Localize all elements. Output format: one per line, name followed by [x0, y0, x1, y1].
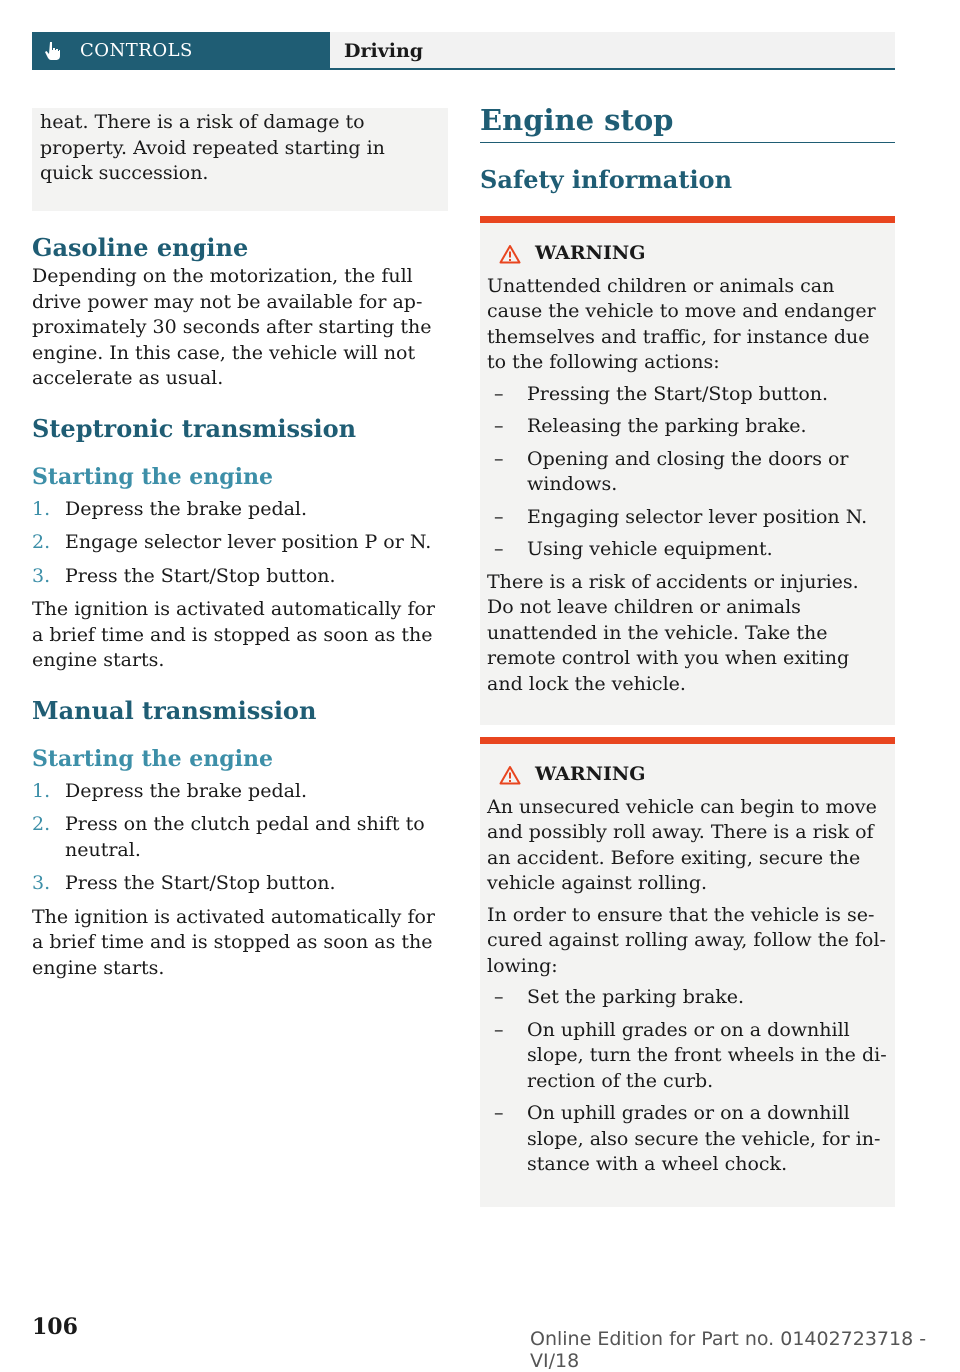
gasoline-engine-text: Depending on the motorization, the full drive power may not be available for approximately 30 seconds after starting the engine. In this case, the vehicle will not accelerate as usual.	[32, 265, 432, 389]
intro-text: heat. There is a risk of damage to property. Avoid repeated starting in quick succession.	[40, 111, 385, 184]
right-column	[480, 103, 895, 1207]
hand-pointer-icon	[44, 41, 62, 61]
chapter-bar	[330, 32, 895, 70]
warning-text: In order to ensure that the vehicle is secured against rolling away, follow the following:	[487, 903, 886, 977]
edition-footer: Online Edition for Part no. 01402723718 - VI/18	[530, 1328, 927, 1372]
list-item: – Opening and closing the doors or windows.	[494, 447, 849, 495]
list-item: 1. Depress the brake pedal.	[32, 497, 308, 520]
warning-box	[480, 737, 895, 1207]
list-item: – On uphill grades or on a downhill slope, also secure the vehicle, for instance with a wheel chock.	[494, 1102, 881, 1175]
list-item: 3. Press the Start/Stop button.	[32, 872, 336, 894]
warning-box	[480, 216, 895, 725]
list-item: 2. Press on the clutch pedal and shift to neutral.	[32, 813, 425, 861]
gasoline-engine-heading: Gasoline engine	[32, 232, 249, 262]
list-item: – On uphill grades or on a downhill slope, turn the front wheels in the direction of the curb.	[494, 1018, 887, 1092]
warning-header	[487, 762, 889, 788]
warning-triangle-icon	[499, 244, 521, 264]
section-title: CONTROLS	[80, 40, 193, 61]
warning-text: An unsecured vehicle can begin to move and possibly roll away. There is a risk of an accident. Before exiting, secure the vehicle against rolling.	[487, 795, 877, 894]
page-header	[32, 32, 895, 70]
warning-header	[487, 241, 889, 267]
manual-heading: Manual transmission	[32, 695, 317, 725]
warning-list	[487, 985, 889, 1178]
steptronic-steps	[32, 497, 448, 590]
steptronic-subheading: Starting the engine	[32, 464, 273, 490]
warning-label: WARNING	[535, 242, 646, 264]
list-item: 3. Press the Start/Stop button.	[32, 564, 336, 587]
list-item: – Set the parking brake.	[494, 986, 745, 1008]
intro-note-box	[32, 108, 448, 211]
warning-triangle-icon	[499, 765, 521, 785]
manual-subheading: Starting the engine	[32, 746, 273, 772]
list-item: 2. Engage selector lever position P or N.	[32, 531, 432, 553]
warning-list	[487, 382, 889, 563]
warning-label: WARNING	[535, 763, 646, 785]
list-item: – Pressing the Start/Stop button.	[494, 382, 829, 405]
steptronic-heading: Steptronic transmission	[32, 413, 357, 443]
list-item: 1. Depress the brake pedal.	[32, 779, 308, 802]
warning-text: Unattended children or animals can cause the vehicle to move and endanger themselves and traffic, for instance due to the following actions:	[487, 274, 876, 373]
chapter-title: Driving	[344, 40, 424, 62]
left-column	[32, 108, 448, 981]
list-item: – Engaging selector lever position N.	[494, 505, 868, 528]
steptronic-note: The ignition is activated automatically for a brief time and is stopped as soon as the engine starts.	[32, 598, 436, 671]
page-number: 106	[32, 1314, 78, 1340]
engine-stop-heading: Engine stop	[480, 108, 895, 143]
section-tab	[32, 32, 330, 70]
safety-information-heading: Safety information	[480, 164, 733, 194]
warning-text: There is a risk of accidents or injuries. Do not leave children or animals unattended in the vehicle. Take the remote control with you when exiting and lock the vehicle.	[487, 570, 859, 695]
list-item: – Releasing the parking brake.	[494, 415, 807, 437]
manual-note: The ignition is activated automatically for a brief time and is stopped as soon as the engine starts.	[32, 905, 436, 979]
list-item: – Using vehicle equipment.	[494, 538, 773, 560]
manual-steps	[32, 779, 448, 897]
